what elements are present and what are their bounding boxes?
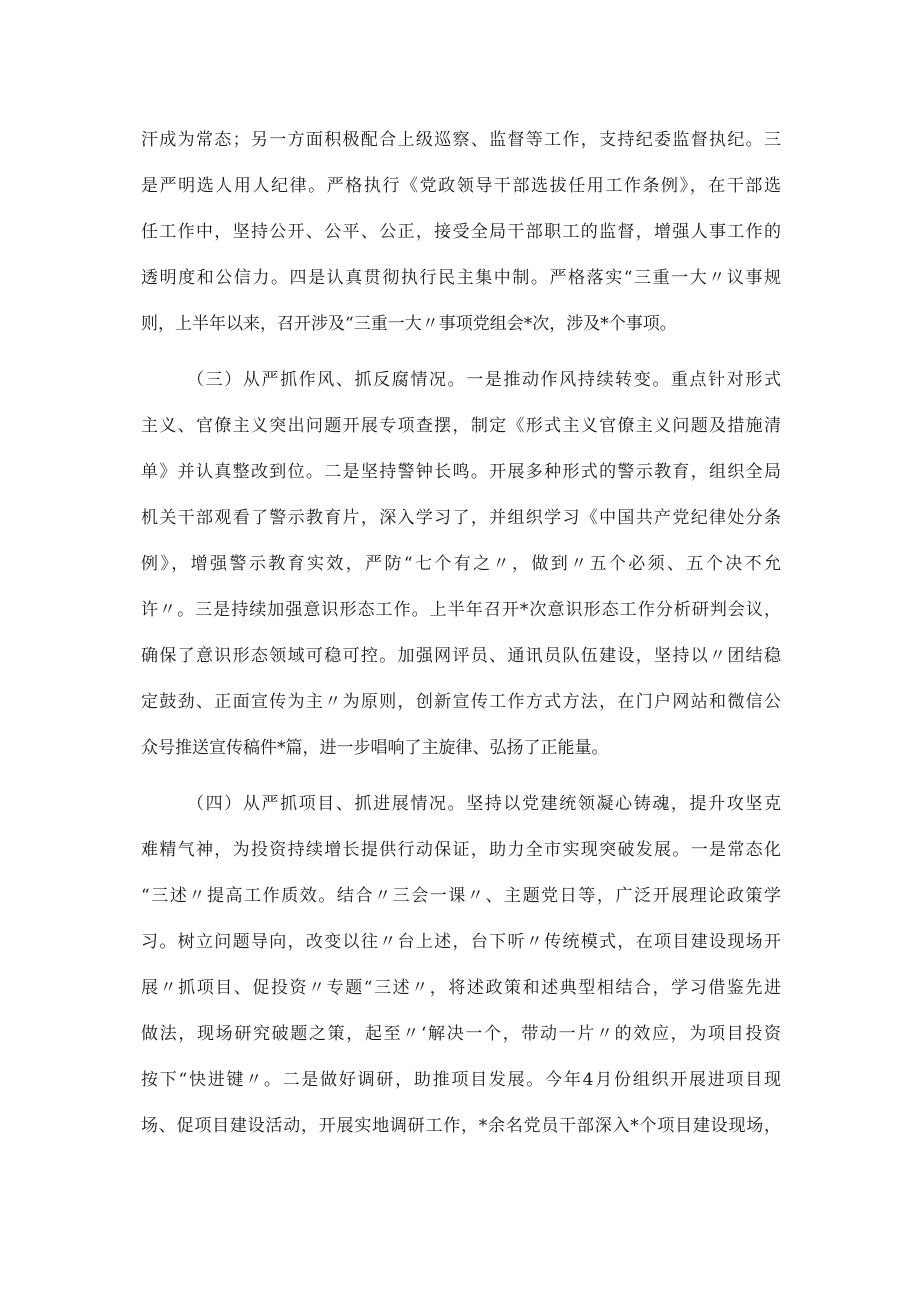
paragraph-2-line-9: 众号推送宣传稿件*篇，进一步唱响了主旋律、弘扬了正能量。 — [141, 738, 609, 758]
paragraph-3-line-8: 场、促项目建设活动，开展实地调研工作，*余名党员干部深入*个项目建设现场， — [141, 1116, 781, 1136]
paragraph-3-line-6: 做法，现场研究破题之策，起至〃‘解决一个，带动一片〃的效应，为项目投资 — [141, 1024, 781, 1044]
paragraph-1-line-4: 透明度和公信力。四是认真贯彻执行民主集中制。严格落实“三重一大〃议事规 — [141, 268, 781, 288]
paragraph-1-line-1: 汗成为常态；另一方面积极配合上级巡察、监督等工作，支持纪委监督执纪。三 — [141, 130, 781, 150]
paragraph-1-line-2: 是严明选人用人纪律。严格执行《党政领导干部选拔任用工作条例》，在干部选 — [141, 176, 781, 196]
paragraph-3-line-2: 难精气神，为投资持续增长提供行动保证，助力全市实现突破发展。一是常态化 — [141, 840, 781, 860]
paragraph-2-line-3: 单》并认真整改到位。二是坚持警钟长鸣。开展多种形式的警示教育，组织全局 — [141, 462, 781, 482]
paragraph-1-line-5: 则，上半年以来，召开涉及“三重一大〃事项党组会*次，涉及*个事项。 — [141, 314, 677, 334]
paragraph-2-line-8: 定鼓劲、正面宣传为主〃为原则，创新宣传工作方式方法，在门户网站和微信公 — [141, 692, 781, 712]
paragraph-2-line-6: 许〃。三是持续加强意识形态工作。上半年召开*次意识形态工作分析研判会议， — [141, 600, 781, 620]
paragraph-3-line-5: 展〃抓项目、促投资〃专题“三述〃，将述政策和述典型相结合，学习借鉴先进 — [141, 978, 781, 998]
paragraph-2-line-7: 确保了意识形态领域可稳可控。加强网评员、通讯员队伍建设，坚持以〃团结稳 — [141, 646, 781, 666]
paragraph-3-line-1: （四）从严抓项目、抓进展情况。坚持以党建统领凝心铸魂，提升攻坚克 — [187, 794, 781, 814]
paragraph-2-line-1: （三）从严抓作风、抓反腐情况。一是推动作风持续转变。重点针对形式 — [187, 370, 781, 390]
paragraph-2-line-5: 例》，增强警示教育实效，严防“七个有之〃，做到〃五个必须、五个决不允 — [141, 554, 781, 574]
paragraph-3-line-7: 按下“快进键〃。二是做好调研，助推项目发展。今年4月份组织开展进项目现 — [141, 1070, 781, 1090]
paragraph-2-line-2: 主义、官僚主义突出问题开展专项查摆，制定《形式主义官僚主义问题及措施清 — [141, 416, 781, 436]
paragraph-1-line-3: 任工作中，坚持公开、公平、公正，接受全局干部职工的监督，增强人事工作的 — [141, 222, 781, 242]
paragraph-3-line-4: 习。树立问题导向，改变以往〃台上述，台下听〃传统模式，在项目建设现场开 — [141, 932, 781, 952]
paragraph-3-line-3: “三述〃提高工作质效。结合〃三会一课〃、主题党日等，广泛开展理论政策学 — [141, 886, 781, 906]
paragraph-2-line-4: 机关干部观看了警示教育片，深入学习了，并组织学习《中国共产党纪律处分条 — [141, 508, 781, 528]
